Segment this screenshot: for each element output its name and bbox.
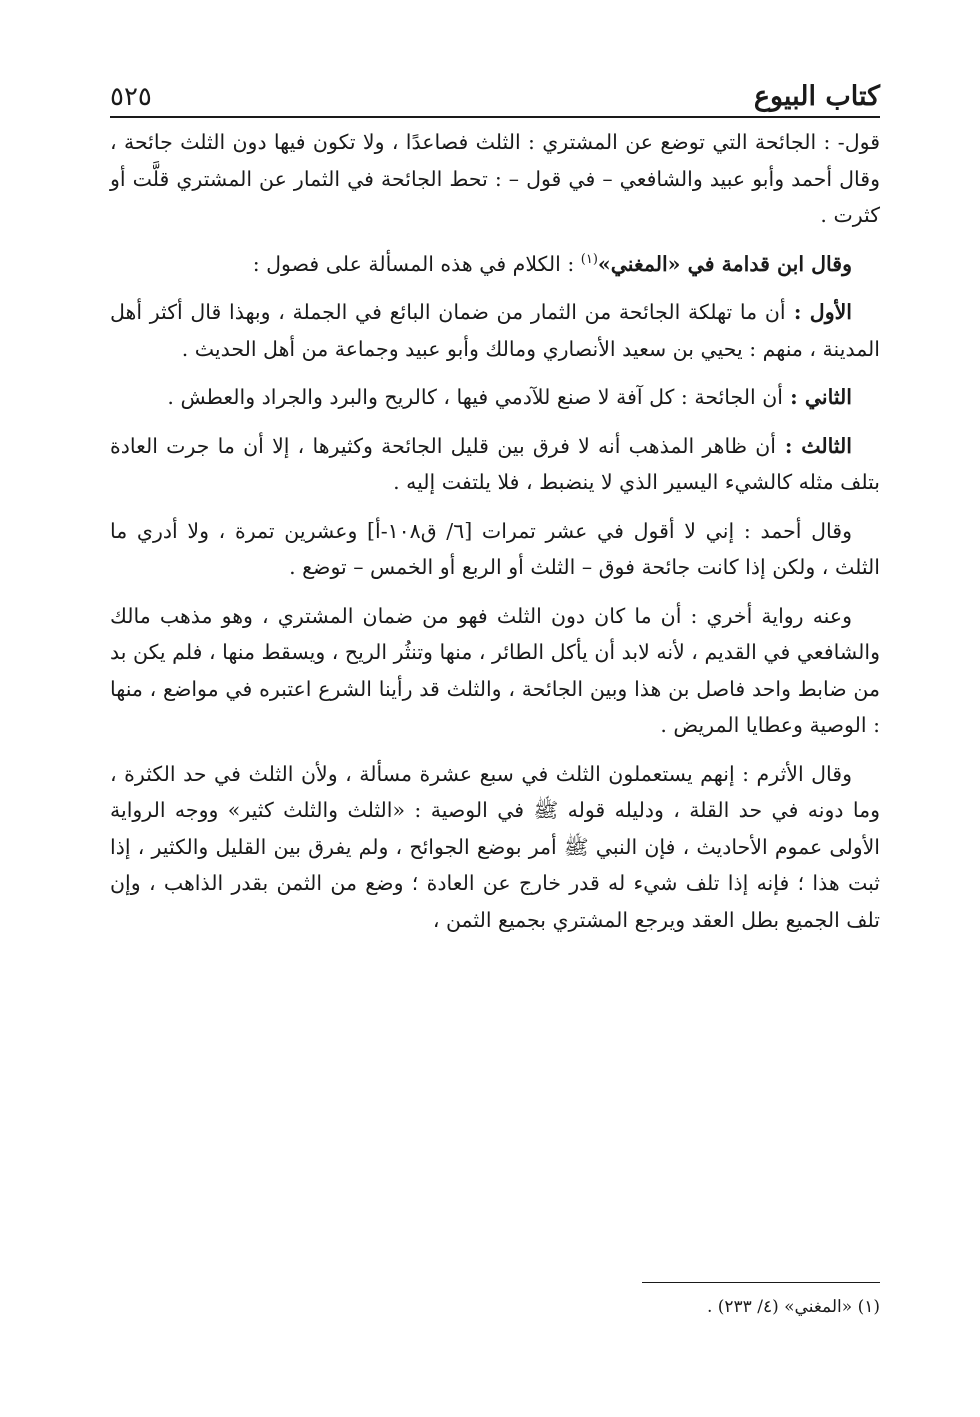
page-number: ٥٢٥ bbox=[110, 82, 152, 112]
paragraph bbox=[110, 513, 880, 586]
page-header bbox=[110, 66, 880, 112]
paragraph-lead: الأول : bbox=[785, 300, 852, 324]
book-title: كتاب البيوع bbox=[753, 81, 880, 112]
paragraph bbox=[110, 124, 880, 234]
paragraph bbox=[110, 379, 880, 416]
paragraph-text: أن ما تهلكة الجائحة من الثمار من ضمان البائع في الجملة ، وبهذا قال أكثر أهل المدينة ، منهم : يحيي بن سعيد الأنصاري ومالك وأبو عبيد وجماعة من أهل الحديث . bbox=[110, 300, 880, 361]
paragraph-lead: الثاني : bbox=[782, 385, 852, 409]
footnote-marker: (١) bbox=[580, 251, 598, 267]
paragraph-text: قول- : الجائحة التي توضع عن المشتري : الثلث فصاعدًا ، ولا تكون فيها دون الثلث جائحة ، وقال أحمد وأبو عبيد والشافعي – في قول – : تحط الجائحة في الثمار عن المشتري قلَّت أو كثرت . bbox=[110, 130, 880, 227]
paragraph-text: وقال الأثرم : إنهم يستعملون الثلث في سبع عشرة مسألة ، ولأن الثلث في حد الكثرة ، وما دونه في حد القلة ، ودليله قوله ﷺ في الوصية : «الثلث والثلث كثير» ووجه الرواية الأولى عموم الأحاديث ، فإن النبي ﷺ أمر بوضع الجوائح ، ولم يفرق بين القليل والكثير ، إذا ثبت هذا ؛ فإنه إذا تلف شيء له قدر خارج عن العادة ؛ وضع من الثمن بقدر الذاهب ، وإن تلف الجميع بطل العقد ويرجع المشتري بجميع الثمن ، bbox=[110, 761, 880, 932]
main-text bbox=[110, 124, 880, 950]
header-divider bbox=[110, 116, 880, 118]
paragraph bbox=[110, 428, 880, 501]
paragraph bbox=[110, 246, 880, 283]
paragraph-text: : الكلام في هذه المسألة على فصول : bbox=[252, 251, 581, 276]
paragraph bbox=[110, 756, 880, 939]
paragraph-lead: وقال ابن قدامة في «المغني» bbox=[597, 251, 852, 276]
footnote-divider bbox=[642, 1282, 880, 1283]
footnote: (١) «المغني» (٤/ ٢٣٣) . bbox=[706, 1297, 880, 1317]
paragraph-text: أن الجائحة : كل آفة لا صنع للآدمي فيها ، كالريح والبرد والجراد والعطش . bbox=[167, 385, 783, 409]
paragraph-lead: الثالث : bbox=[776, 433, 853, 458]
paragraph bbox=[110, 294, 880, 367]
paragraph-text: وقال أحمد : إني لا أقول في عشر تمرات [٦/ ق١٠٨-أ] وعشرين تمرة ، ولا أدري ما الثلث ، ولكن إذا كانت جائحة فوق – الثلث أو الربع أو الخمس – توضع . bbox=[110, 518, 880, 579]
paragraph-text: أن ظاهر المذهب أنه لا فرق بين قليل الجائحة وكثيرها ، إلا أن ما جرت العادة بتلف مثله كالشيء اليسير الذي لا ينضبط ، فلا يلتفت إليه . bbox=[110, 433, 880, 494]
paragraph bbox=[110, 598, 880, 744]
paragraph-text: وعنه رواية أخري : أن ما كان دون الثلث فهو من ضمان المشتري ، وهو مذهب مالك والشافعي في القديم ، لأنه لابد أن يأكل الطائر ، منها وتنثُر الريح ، ويسقط منها ، فلم يكن بد من ضابط واحد فاصل بن هذا وبين الجائحة ، والثلث قد رأينا الشرع اعتبره في مواضع ، منها : الوصية وعطايا المريض . bbox=[110, 603, 880, 737]
